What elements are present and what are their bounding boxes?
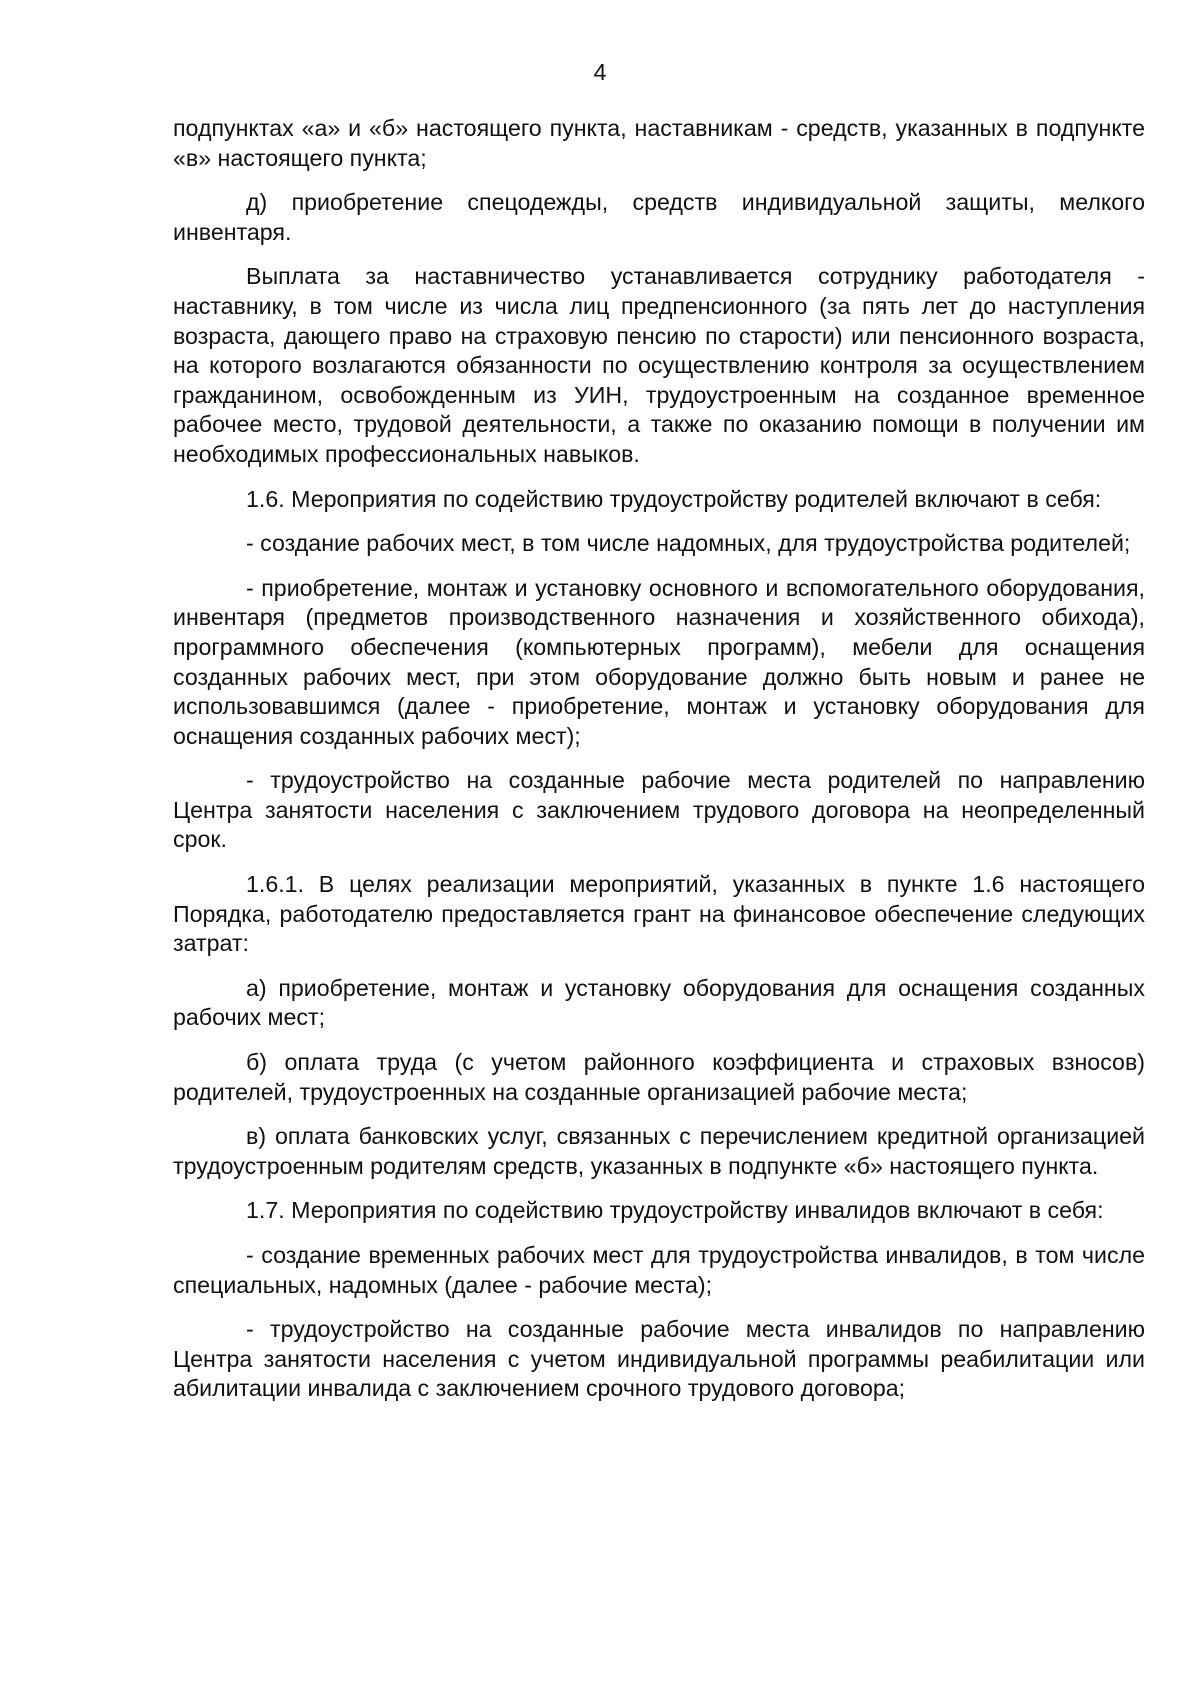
paragraph-subitem-d: д) приобретение спецодежды, средств индивидуальной защиты, мелкого инвентаря.: [173, 189, 1145, 245]
paragraph-list-item: - приобретение, монтаж и установку основного и вспомогательного оборудования, инвентаря (предметов производственного назначения и хозяйственного обихода), программного обеспечения (компьютерных программ), мебели для оснащения созданных рабочих мест, при этом оборудование должно быть новым и ранее не использовавшимся (далее - приобретение, монтаж и установку оборудования для оснащения созданных рабочих мест);: [173, 574, 1145, 749]
page-number: 4: [593, 59, 607, 85]
paragraph-section-1-7: 1.7. Мероприятия по содействию трудоустройству инвалидов включают в себя:: [246, 1197, 1104, 1224]
paragraph-list-item: - создание рабочих мест, в том числе надомных, для трудоустройства родителей;: [246, 530, 1131, 557]
paragraph-subitem-a: а) приобретение, монтаж и установку оборудования для оснащения созданных рабочих мест;: [173, 974, 1145, 1031]
paragraph-section-1-6-1: 1.6.1. В целях реализации мероприятий, указанных в пункте 1.6 настоящего Порядка, работодателю предоставляется грант на финансовое обеспечение следующих затрат:: [173, 871, 1145, 957]
paragraph-section-1-6: 1.6. Мероприятия по содействию трудоустройству родителей включают в себя:: [246, 485, 1102, 512]
document-body: [173, 114, 1145, 1419]
paragraph-subitem-b: б) оплата труда (с учетом районного коэффициента и страховых взносов) родителей, трудоустроенных на созданные организацией рабочие места;: [173, 1049, 1145, 1105]
paragraph-subitem-v: в) оплата банковских услуг, связанных с перечислением кредитной организацией трудоустроенным родителям средств, указанных в подпункте «б» настоящего пункта.: [173, 1123, 1145, 1179]
paragraph-continuation: подпунктах «а» и «б» настоящего пункта, наставникам - средств, указанных в подпункте «в» настоящего пункта;: [173, 115, 1145, 171]
paragraph-mentorship-payment: Выплата за наставничество устанавливается сотруднику работодателя - наставнику, в том числе из числа лиц предпенсионного (за пять лет до наступления возраста, дающего право на страховую пенсию по старости) или пенсионного возраста, на которого возлагаются обязанности по осуществлению контроля за осуществлением гражданином, освобожденным из УИН, трудоустроенным на созданное временное рабочее место, трудовой деятельности, а также по оказанию помощи в получении им необходимых профессиональных навыков.: [173, 263, 1145, 467]
paragraph-list-item: - создание временных рабочих мест для трудоустройства инвалидов, в том числе специальных, надомных (далее - рабочие места);: [173, 1242, 1145, 1298]
paragraph-list-item: - трудоустройство на созданные рабочие места инвалидов по направлению Центра занятости населения с учетом индивидуальной программы реабилитации или абилитации инвалида с заключением срочного трудового договора;: [173, 1316, 1145, 1402]
paragraph-list-item: - трудоустройство на созданные рабочие места родителей по направлению Центра занятости населения с заключением трудового договора на неопределенный срок.: [173, 767, 1145, 853]
